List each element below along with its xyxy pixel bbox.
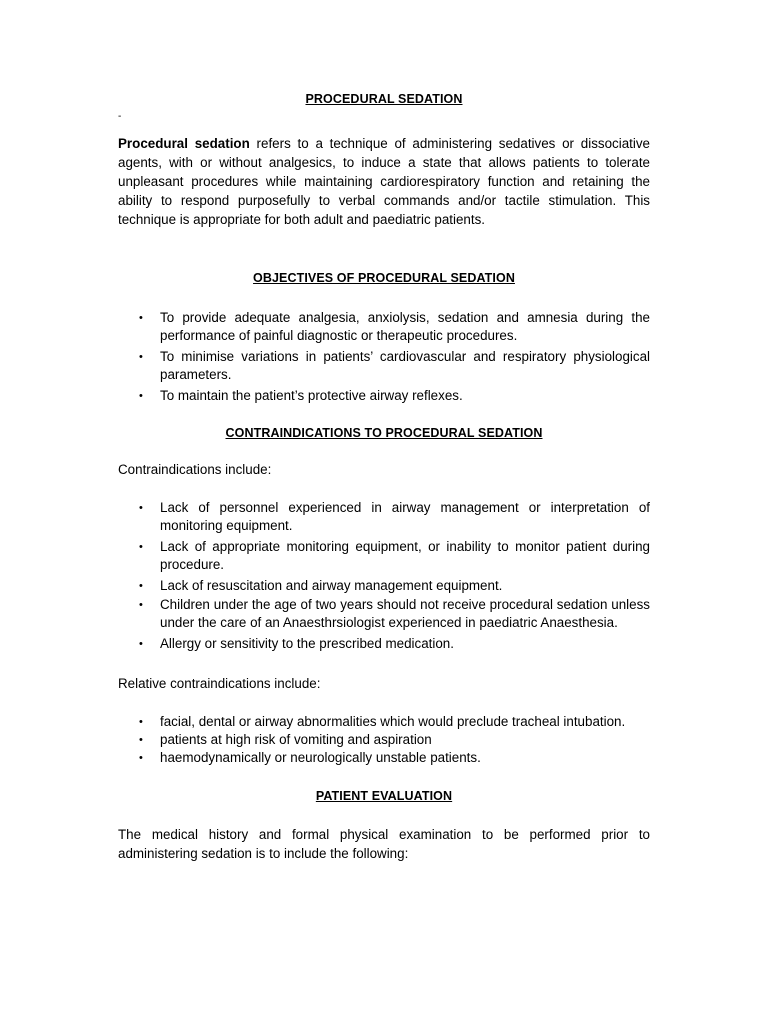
- bullet-icon: •: [139, 351, 143, 363]
- objectives-list: [118, 309, 650, 405]
- list-item: [118, 749, 650, 767]
- list-item: [118, 499, 650, 535]
- relative-contraindications-list: [118, 713, 650, 767]
- list-item-text: haemodynamically or neurologically unstable patients.: [160, 750, 481, 765]
- evaluation-paragraph: The medical history and formal physical examination to be performed prior to administering sedation is to include the following:: [118, 827, 650, 861]
- document-page: [118, 92, 650, 863]
- intro-text: refers to a technique of administering sedatives or dissociative agents, with or without analgesics, to induce a state that allows patients to tolerate unpleasant procedures while maintaining cardiorespiratory function and retaining the ability to respond purposefully to verbal commands and/or tactile stimulation. This technique is appropriate for both adult and paediatric patients.: [118, 136, 650, 227]
- list-item-text: To provide adequate analgesia, anxiolysis, sedation and amnesia during the performance of painful diagnostic or therapeutic procedures.: [160, 310, 650, 343]
- bullet-icon: •: [139, 638, 143, 650]
- list-item: [118, 596, 650, 632]
- bullet-icon: •: [139, 752, 143, 764]
- intro-paragraph: [118, 134, 650, 229]
- bullet-icon: •: [139, 541, 143, 553]
- list-item: [118, 309, 650, 345]
- list-item-text: Children under the age of two years should not receive procedural sedation unless under the care of an Anaesthrsiologist experienced in paediatric Anaesthesia.: [160, 597, 650, 630]
- list-item: [118, 387, 650, 405]
- bullet-icon: •: [139, 716, 143, 728]
- bullet-icon: •: [139, 390, 143, 402]
- objectives-heading: OBJECTIVES OF PROCEDURAL SEDATION: [253, 271, 515, 285]
- bullet-icon: •: [139, 734, 143, 746]
- list-item: [118, 713, 650, 731]
- list-item-text: patients at high risk of vomiting and aspiration: [160, 732, 432, 747]
- bullet-icon: •: [139, 502, 143, 514]
- intro-term: Procedural sedation: [118, 136, 250, 151]
- list-item-text: To maintain the patient’s protective airway reflexes.: [160, 388, 463, 403]
- bullet-icon: •: [139, 599, 143, 611]
- list-item: [118, 577, 650, 595]
- relative-contraindications-intro: Relative contraindications include:: [118, 676, 321, 691]
- list-item: [118, 538, 650, 574]
- list-item-text: Lack of personnel experienced in airway management or interpretation of monitoring equipment.: [160, 500, 650, 533]
- list-item-text: To minimise variations in patients’ cardiovascular and respiratory physiological parameters.: [160, 349, 650, 382]
- bullet-icon: •: [139, 580, 143, 592]
- contraindications-list: [118, 499, 650, 653]
- list-item: [118, 635, 650, 653]
- document-title: PROCEDURAL SEDATION: [305, 92, 463, 106]
- contraindications-intro: Contraindications include:: [118, 462, 272, 477]
- list-item: [118, 731, 650, 749]
- list-item-text: facial, dental or airway abnormalities which would preclude tracheal intubation.: [160, 714, 626, 729]
- list-item-text: Lack of appropriate monitoring equipment, or inability to monitor patient during procedure.: [160, 539, 650, 572]
- bullet-icon: •: [139, 312, 143, 324]
- contraindications-heading: CONTRAINDICATIONS TO PROCEDURAL SEDATION: [225, 426, 543, 440]
- list-item-text: Allergy or sensitivity to the prescribed medication.: [160, 636, 454, 651]
- stray-mark: -: [118, 111, 122, 122]
- list-item: [118, 348, 650, 384]
- list-item-text: Lack of resuscitation and airway management equipment.: [160, 578, 503, 593]
- evaluation-heading: PATIENT EVALUATION: [315, 789, 453, 803]
